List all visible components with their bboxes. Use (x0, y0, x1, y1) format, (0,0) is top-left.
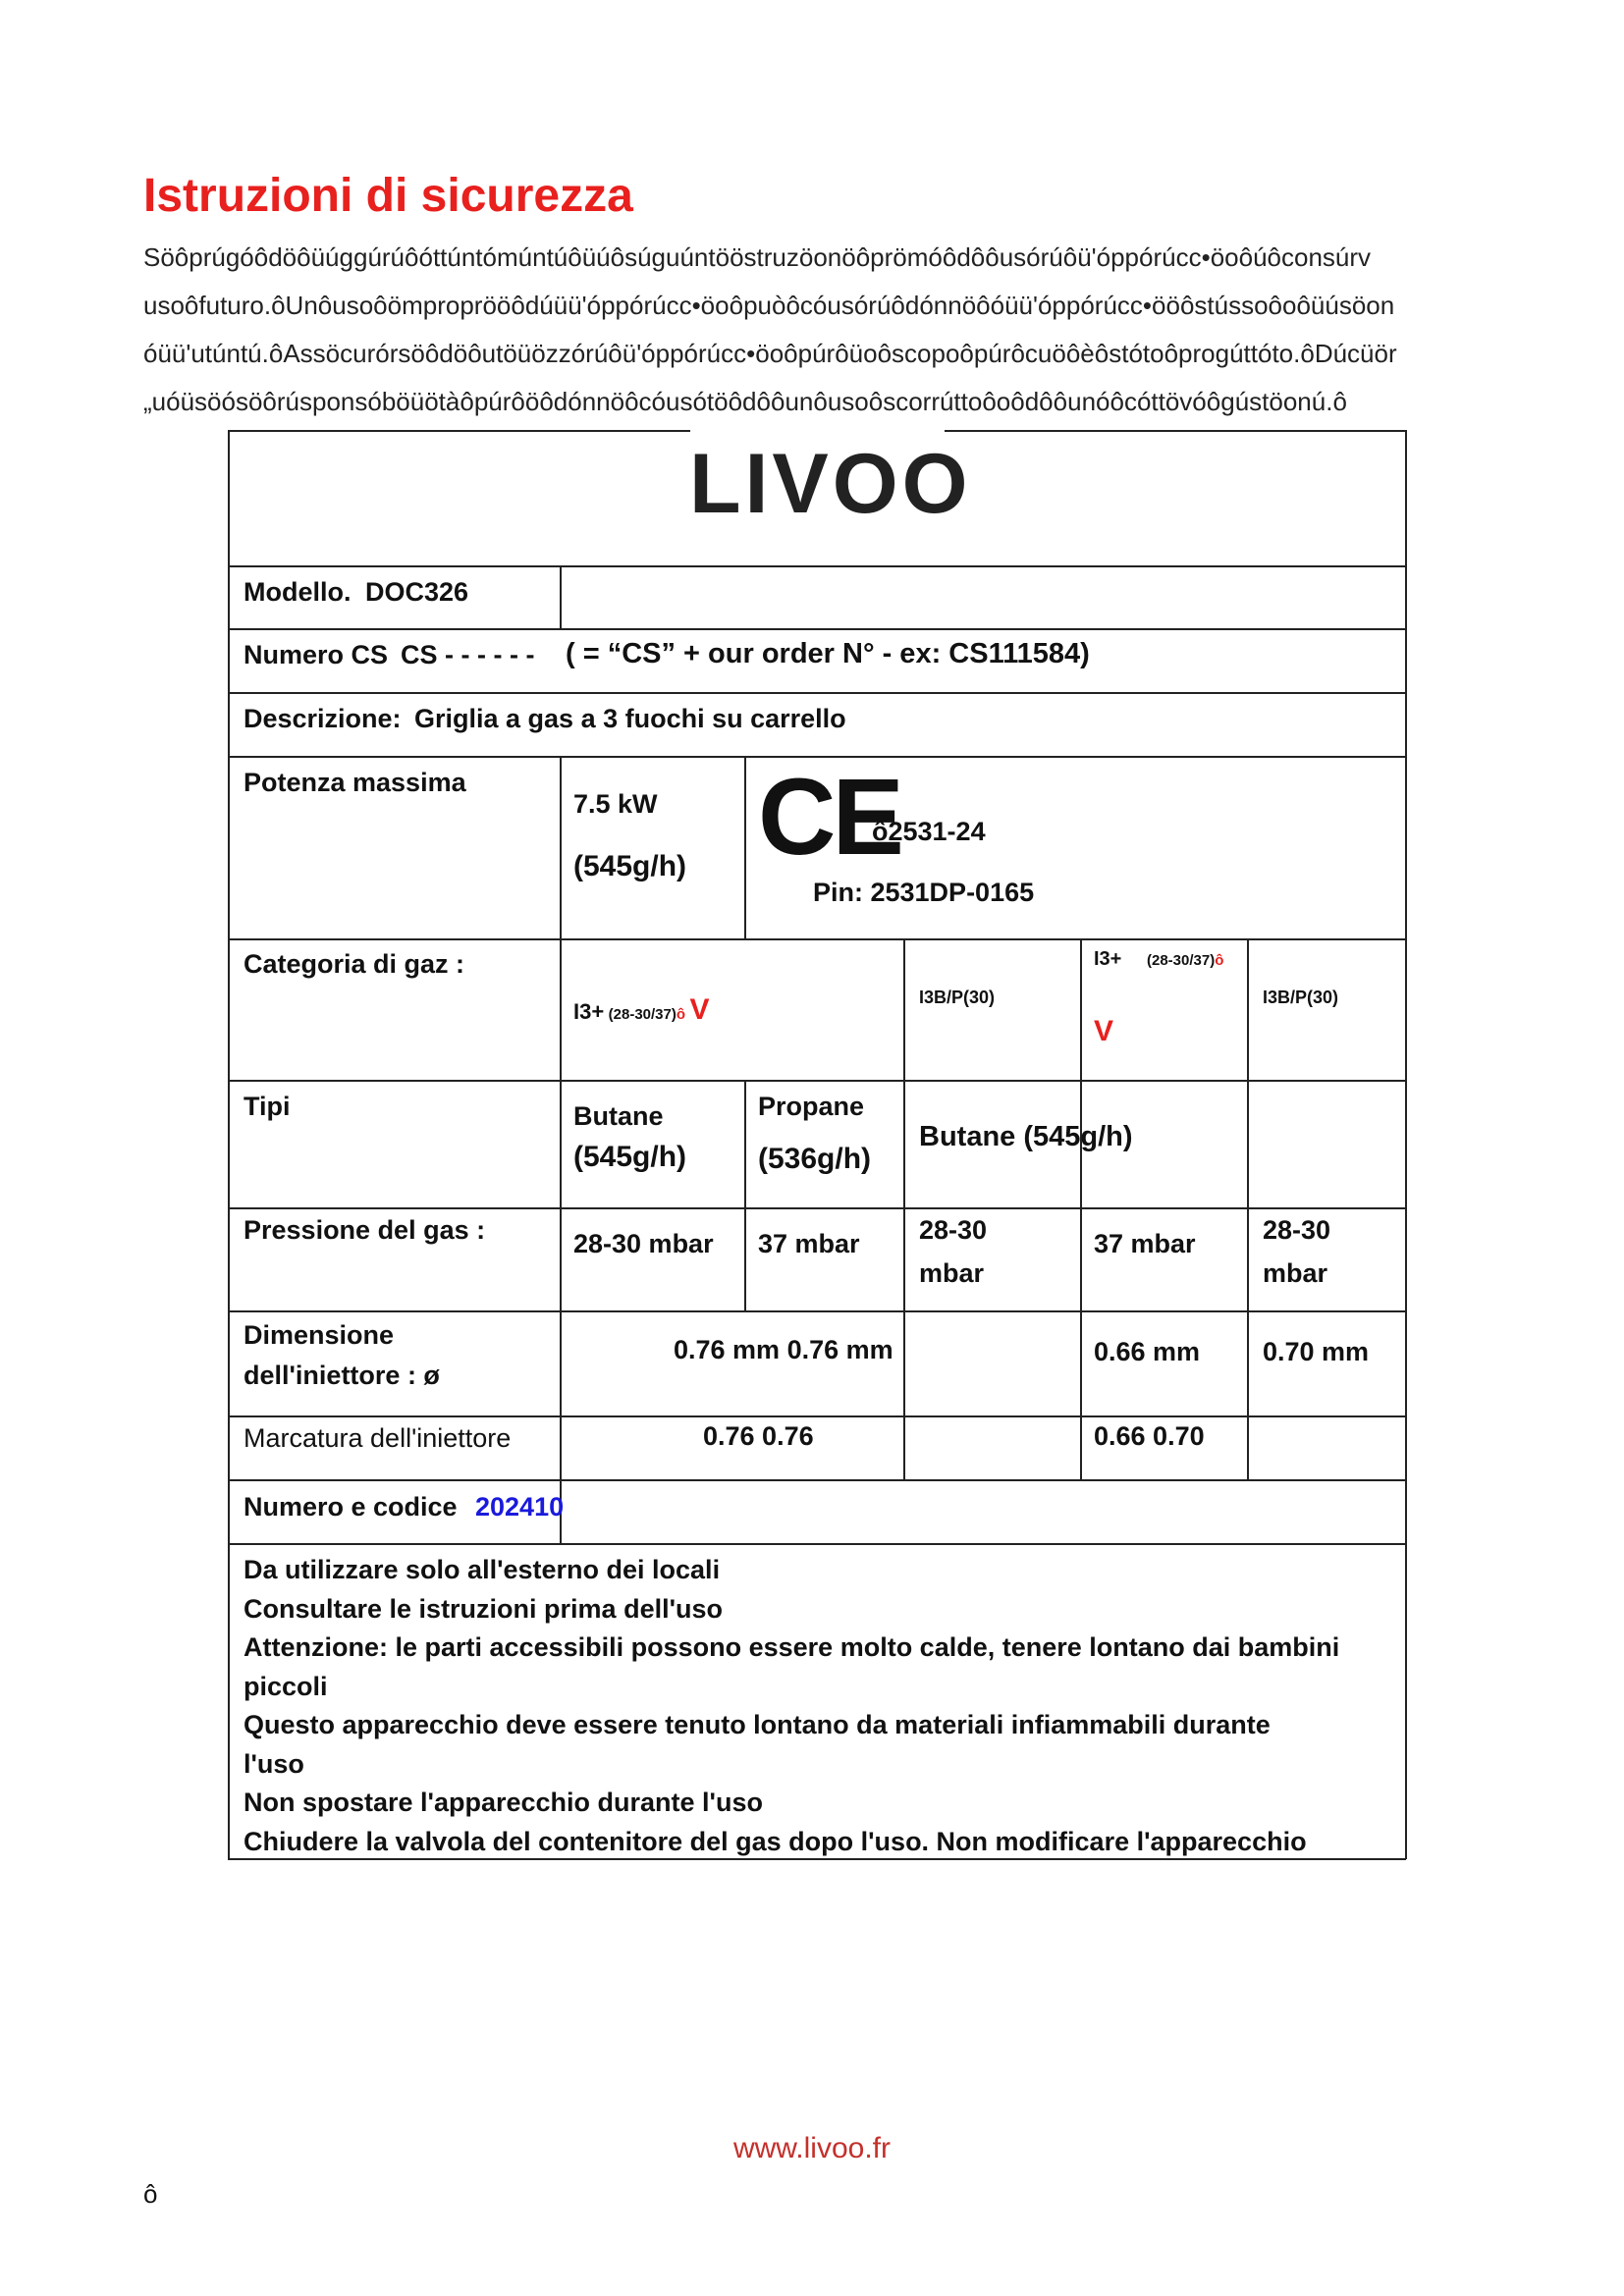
description-label: Descrizione: (244, 704, 402, 733)
warning-line: Attenzione: le parti accessibili possono essere molto calde, tenere lontano dai bambini (244, 1632, 1340, 1662)
injector-value-3: 0.70 mm (1263, 1337, 1370, 1366)
intro-line: Söôprúgóôdöôüúggúrúôóttúntómúntúôüúôsúguúntööstruzöonöôprömóôdôôusórúôü'óppórúcc•öoôúôconsúrv (143, 242, 1372, 272)
check-icon: V (1094, 1015, 1114, 1047)
warnings-list (244, 1551, 1339, 1861)
injector-label-1: Dimensione (244, 1320, 395, 1350)
injector-label-2: dell'iniettore : ø (244, 1361, 440, 1390)
intro-line: óüü'utúntú.ôAssöcurórsöôdöôutöüözzórúôü'óppórúcc•öoôpúrôüoôscopoôpúrôcuöôèôstótoôprogúttóto.ôDúcüör (143, 339, 1397, 368)
power-gh: (545g/h) (573, 850, 687, 882)
type-propane: Propane (758, 1092, 865, 1121)
gas-cat-3-sub: (28-30/37) (1147, 952, 1216, 969)
gas-cat-3-o: ô (1215, 952, 1224, 969)
cs-note: ( = “CS” + our order N° - ex: CS111584) (566, 638, 1090, 669)
check-icon: V (689, 993, 710, 1026)
marking-value-2: 0.66 0.70 (1094, 1421, 1205, 1451)
warning-line: Da utilizzare solo all'esterno dei locali (244, 1555, 721, 1584)
gas-cat-1-o: ô (676, 1006, 686, 1023)
type-butane-2: Butane (545g/h) (919, 1121, 1133, 1152)
marking-label: Marcatura dell'iniettore (244, 1423, 512, 1453)
intro-line: „uóüsöósöôrúsponsóböüötàôpúrôöôdónnöôcóusótöôdôôunôusoôscorrúttoôoôdôôunóôcóttövóôgústöonú.ô (143, 387, 1347, 416)
pressure-label: Pressione del gas : (244, 1215, 486, 1245)
type-propane-gh: (536g/h) (758, 1143, 872, 1175)
cs-value: CS - - - - - - (401, 640, 535, 669)
gas-cat-1 (573, 993, 710, 1027)
intro-line: usoôfuturo.ôUnôusoôömproprööôdúüü'óppórúcc•öoôpuòôcóusórúôdónnöôóüü'óppórúcc•ööôstússoôoôüúsöon (143, 291, 1395, 320)
power-kw: 7.5 kW (573, 789, 658, 819)
type-butane-gh: (545g/h) (573, 1141, 687, 1173)
injector-value-2: 0.66 mm (1094, 1337, 1201, 1366)
pressure-3a: 28-30 (919, 1215, 988, 1245)
gas-category-label: Categoria di gaz : (244, 949, 465, 979)
type-butane: Butane (573, 1101, 664, 1131)
pressure-1: 28-30 mbar (573, 1229, 714, 1258)
pressure-5b: mbar (1263, 1258, 1328, 1288)
rating-label (228, 430, 1406, 1859)
model-label: Modello. (244, 577, 352, 607)
warning-line: Consultare le istruzioni prima dell'uso (244, 1593, 724, 1624)
intro-paragraph (143, 234, 1597, 426)
ce-pin: Pin: 2531DP-0165 (813, 878, 1035, 907)
pressure-2: 37 mbar (758, 1229, 860, 1258)
gas-cat-2: I3B/P(30) (919, 988, 996, 1007)
warning-line: Questo apparecchio deve essere tenuto lontano da materiali infiammabili durante (244, 1710, 1271, 1739)
pressure-5a: 28-30 (1263, 1215, 1331, 1245)
gas-cat-1-sub: (28-30/37) (608, 1006, 677, 1023)
pressure-4: 37 mbar (1094, 1229, 1196, 1258)
pressure-3b: mbar (919, 1258, 985, 1288)
warning-line: Non spostare l'apparecchio durante l'uso (244, 1788, 763, 1817)
ce-mark: CE (758, 757, 900, 878)
warning-line: l'uso (244, 1748, 304, 1779)
code-label: Numero e codice (244, 1492, 458, 1522)
page-title: Istruzioni di sicurezza (143, 170, 633, 222)
warning-line: Chiudere la valvola del contenitore del gas dopo l'uso. Non modificare l'apparecchio (244, 1826, 1307, 1856)
description-value: Griglia a gas a 3 fuochi su carrello (414, 704, 846, 733)
gas-cat-3-code: I3+ (1094, 948, 1122, 970)
ce-number: ô2531-24 (872, 817, 986, 846)
injector-value-1: 0.76 mm 0.76 mm (674, 1335, 893, 1364)
gas-cat-4: I3B/P(30) (1263, 988, 1339, 1007)
livoo-logo: LIVOO (689, 437, 972, 531)
code-value: 202410 (475, 1492, 565, 1522)
gas-cat-1-code: I3+ (573, 999, 605, 1024)
power-label: Potenza massima (244, 768, 466, 797)
footer-mark: ô (143, 2179, 158, 2209)
footer-url[interactable]: www.livoo.fr (732, 2132, 892, 2164)
model-value: DOC326 (365, 577, 469, 607)
cs-label: Numero CS (244, 640, 389, 669)
types-label: Tipi (244, 1092, 291, 1121)
warning-line: piccoli (244, 1671, 328, 1701)
marking-value-1: 0.76 0.76 (703, 1421, 814, 1451)
